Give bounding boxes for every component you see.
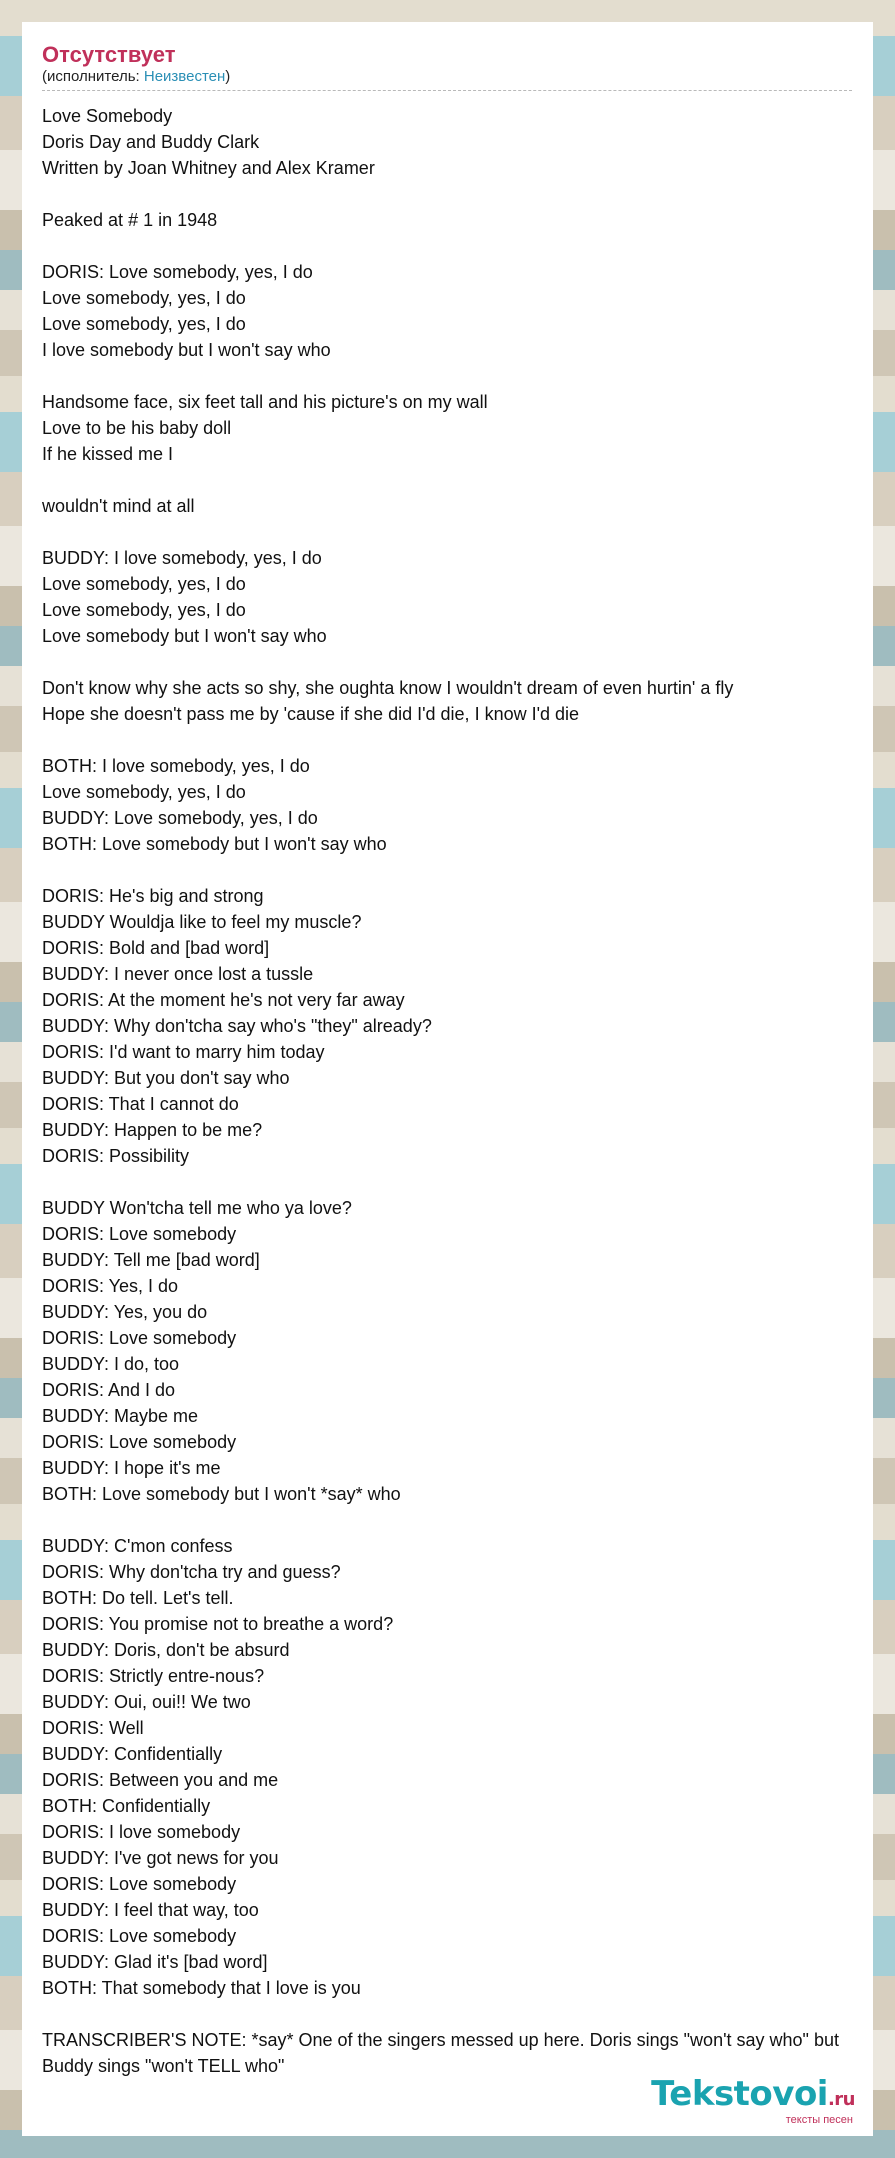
header-divider xyxy=(42,90,852,91)
artist-suffix: ) xyxy=(225,68,231,85)
artist-link[interactable]: Неизвестен xyxy=(143,68,226,85)
artist-prefix: (исполнитель: xyxy=(42,68,144,85)
lyrics-page xyxy=(22,22,873,2136)
logo-tagline: тексты песен xyxy=(785,2114,853,2126)
song-header xyxy=(42,42,852,91)
artist-line xyxy=(42,68,852,86)
logo-name: Tekstovoi xyxy=(651,2074,828,2114)
site-logo[interactable] xyxy=(651,2076,855,2126)
song-title: Отсутствует xyxy=(42,42,176,67)
logo-tld: .ru xyxy=(827,2089,855,2110)
lyrics-text: Love Somebody Doris Day and Buddy Clark Written by Joan Whitney and Alex Kramer Peaked at # 1 in 1948 DORIS: Love somebody, yes, I do Love somebody, yes, I do Love somebody, yes, I do I love somebody but I won't say who Handsome face, six feet tall and his picture's on my wall Love to be his baby doll If he kissed me I wouldn't mind at all BUDDY: I love somebody, yes, I do Love somebody, yes, I do Love somebody, yes, I do Love somebody but I won't say who Don't know why she acts so shy, she oughta know I wouldn't dream of even hurtin' a fly Hope she doesn't pass me by 'cause if she did I'd die, I know I'd die BOTH: I love somebody, yes, I do Love somebody, yes, I do BUDDY: Love somebody, yes, I do BOTH: Love somebody but I won't say who DORIS: He's big and strong BUDDY Wouldja like to feel my muscle? DORIS: Bold and [bad word] BUDDY: I never once lost a tussle DORIS: At the moment he's not very far away BUDDY: Why don'tcha say who's "they" already? DORIS: I'd want to marry him today BUDDY: But you don't say who DORIS: That I cannot do BUDDY: Happen to be me? DORIS: Possibility BUDDY Won'tcha tell me who ya love? DORIS: Love somebody BUDDY: Tell me [bad word] DORIS: Yes, I do BUDDY: Yes, you do DORIS: Love somebody BUDDY: I do, too DORIS: And I do BUDDY: Maybe me DORIS: Love somebody BUDDY: I hope it's me BOTH: Love somebody but I won't *say* who BUDDY: C'mon confess DORIS: Why don'tcha try and guess? BOTH: Do tell. Let's tell. DORIS: You promise not to breathe a word? BUDDY: Doris, don't be absurd DORIS: Strictly entre-nous? BUDDY: Oui, oui!! We two DORIS: Well BUDDY: Confidentially DORIS: Between you and me BOTH: Confidentially DORIS: I love somebody BUDDY: I've got news for you DORIS: Love somebody BUDDY: I feel that way, too DORIS: Love somebody BUDDY: Glad it's [bad word] BOTH: That somebody that I love is you TRANSCRIBER'S NOTE: *say* One of the singers messed up here. Doris sings "won't say who" but Buddy sings "won't TELL who" xyxy=(42,106,839,2076)
